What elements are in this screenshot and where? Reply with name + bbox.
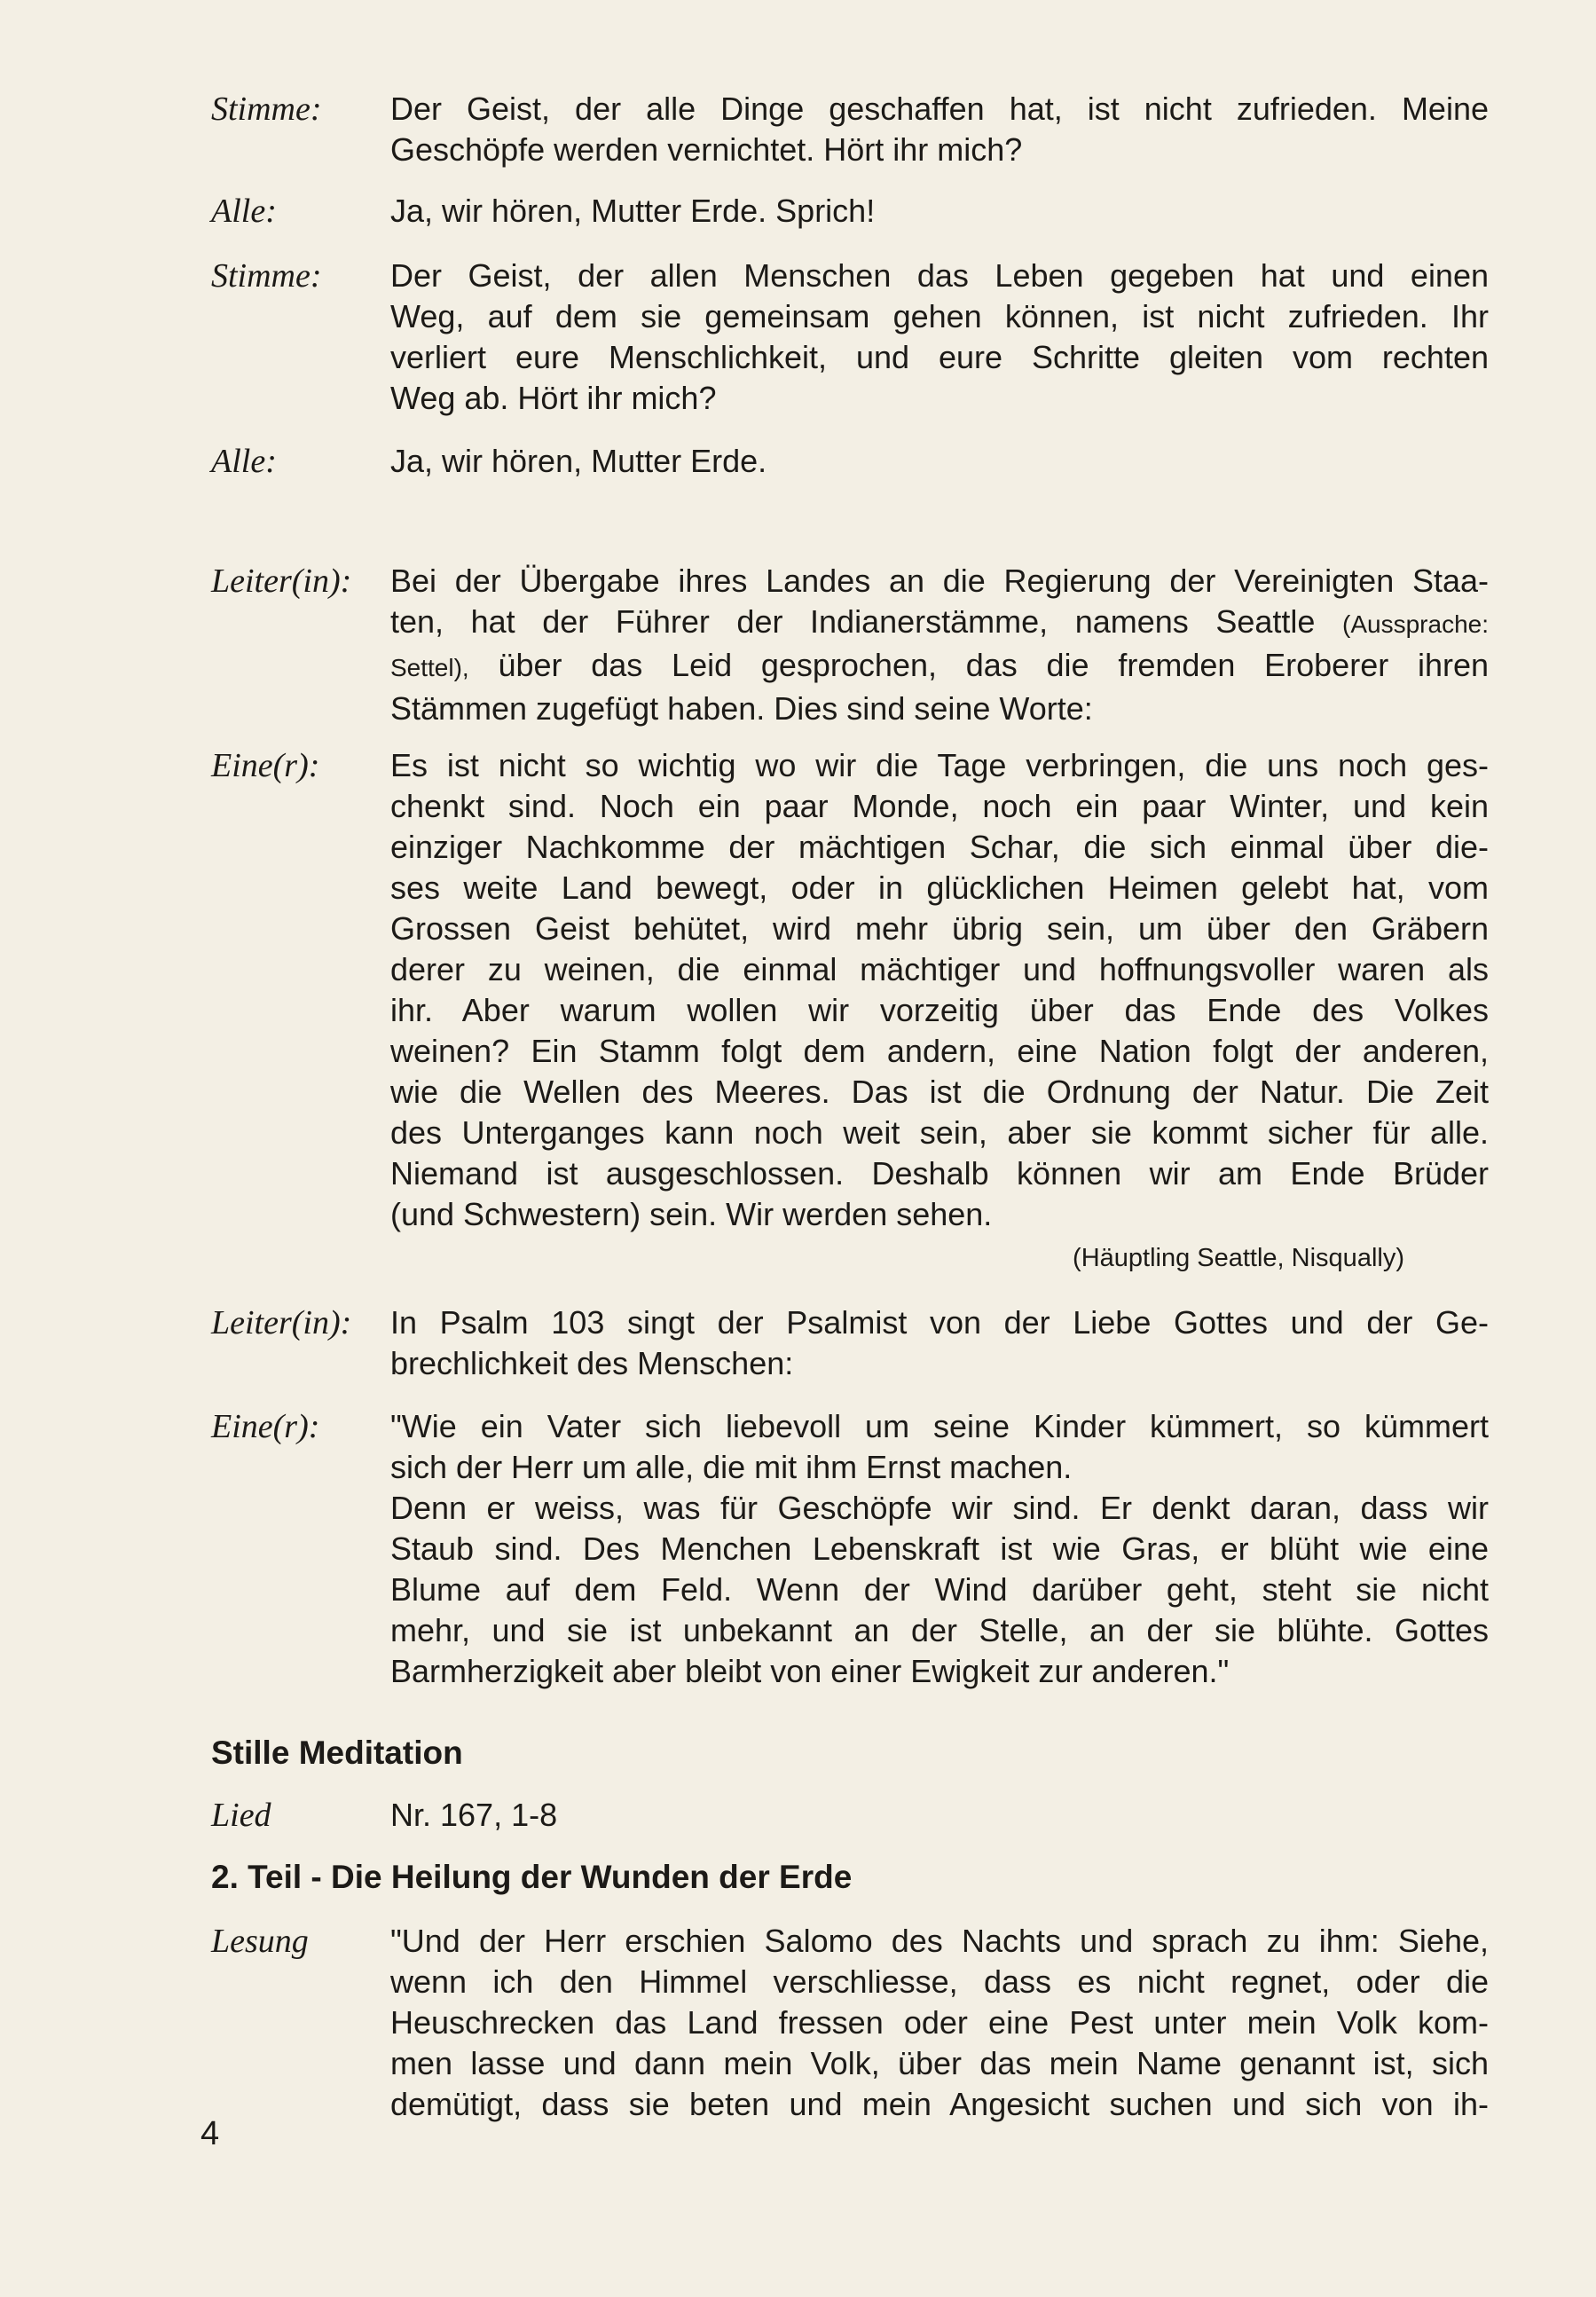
dialogue-text: In Psalm 103 singt der Psalmist von der Liebe Gottes und der Ge- brechlichkeit des Menschen: <box>390 1304 1489 1381</box>
speaker-label: Leiter(in): <box>211 1304 352 1341</box>
page-number: 4 <box>200 2115 220 2152</box>
dialogue-block <box>211 1921 1489 2125</box>
dialogue-text: Der Geist, der allen Menschen das Leben gegeben hat und einen Weg, auf dem sie gemeinsam gehen können, ist nicht zufrieden. Ihr verliert eure Menschlichkeit, und eure Schritte gleiten vom rechten Weg ab. Hört ihr mich? <box>390 257 1489 416</box>
dialogue-block <box>211 256 1489 419</box>
dialogue-text: "Und der Herr erschien Salomo des Nachts und sprach zu ihm: Siehe, wenn ich den Himmel verschliesse, dass es nicht regnet, oder die Heuschrecken das Land fressen oder eine Pest unter mein Volk kom- men lasse und dann mein Volk, über das mein Name genannt ist, sich demütigt, dass sie beten und mein Angesicht suchen und sich von ih- <box>390 1923 1489 2122</box>
quote-attribution: (Häuptling Seattle, Nisqually) <box>1073 1244 1404 1272</box>
line-with-small-note: ten, hat der Führer der Indianerstämme, namens Seattle (Aussprache: <box>390 603 1489 640</box>
dialogue-text: Bei der Übergabe ihres Landes an die Regierung der Vereinigten Staa- ten, hat der Führer der Indianerstämme, namens Seattle (Aussprache: Settel), über das Leid gesprochen, das die fremden Eroberer ihren Stämmen zugefügt haben. Dies sind seine Worte: <box>390 562 1489 727</box>
dialogue-text: Der Geist, der alle Dinge geschaffen hat, ist nicht zufrieden. Meine Geschöpfe werden vernichtet. Hört ihr mich? <box>390 90 1489 168</box>
dialogue-block <box>211 1795 1489 1836</box>
speaker-label: Leiter(in): <box>211 562 352 600</box>
speaker-label: Eine(r): <box>211 747 320 784</box>
speaker-label: Stimme: <box>211 257 322 295</box>
speaker-label: Lied <box>211 1797 271 1834</box>
dialogue-block <box>211 561 1489 729</box>
dialogue-block <box>211 1302 1489 1384</box>
speaker-label: Alle: <box>211 193 277 230</box>
dialogue-block <box>211 1406 1489 1692</box>
dialogue-text: Ja, wir hören, Mutter Erde. <box>390 443 767 479</box>
speaker-label: Lesung <box>211 1923 309 1960</box>
dialogue-text: Ja, wir hören, Mutter Erde. Sprich! <box>390 193 876 229</box>
speaker-label: Stimme: <box>211 90 322 128</box>
dialogue-text: Nr. 167, 1-8 <box>390 1797 558 1833</box>
speaker-label: Eine(r): <box>211 1408 320 1445</box>
section-heading: 2. Teil - Die Heilung der Wunden der Erde <box>211 1859 853 1895</box>
line-with-small-note: Settel), über das Leid gesprochen, das die fremden Eroberer ihren <box>390 647 1489 683</box>
section-heading: Stille Meditation <box>211 1735 463 1771</box>
dialogue-text: "Wie ein Vater sich liebevoll um seine Kinder kümmert, so kümmert sich der Herr um alle, die mit ihm Ernst machen. Denn er weiss, was für Geschöpfe wir sind. Er denkt daran, dass wir Staub sind. Des Menchen Lebenskraft ist wie Gras, er blüht wie eine Blume auf dem Feld. Wenn der Wind darüber geht, steht sie nicht mehr, und sie ist unbekannt an der Stelle, an der sie blühte. Gottes Barmherzigkeit aber bleibt von einer Ewigkeit zur anderen." <box>390 1408 1489 1689</box>
dialogue-block <box>211 89 1489 170</box>
dialogue-text: Es ist nicht so wichtig wo wir die Tage verbringen, die uns noch ges- chenkt sind. Noch ein paar Monde, noch ein paar Winter, und kein einziger Nachkomme der mächtigen Schar, die sich einmal über die- ses weite Land bewegt, oder in glücklichen Heimen gelebt hat, vom Grossen Geist behütet, wird mehr übrig sein, um über den Gräbern derer zu weinen, die einmal mächtiger und hoffnungsvoller waren als ihr. Aber warum wollen wir vorzeitig über das Ende des Volkes weinen? Ein Stamm folgt dem andern, eine Nation folgt der anderen, wie die Wellen des Meeres. Das ist die Ordnung der Natur. Die Zeit des Unterganges kann noch weit sein, aber sie kommt sicher für alle. Niemand ist ausgeschlossen. Deshalb können wir am Ende Brüder (und Schwestern) sein. Wir werden sehen. <box>390 747 1489 1232</box>
dialogue-block <box>211 441 1489 482</box>
speaker-label: Alle: <box>211 443 277 480</box>
dialogue-block <box>211 191 1489 232</box>
dialogue-block <box>211 745 1489 1235</box>
